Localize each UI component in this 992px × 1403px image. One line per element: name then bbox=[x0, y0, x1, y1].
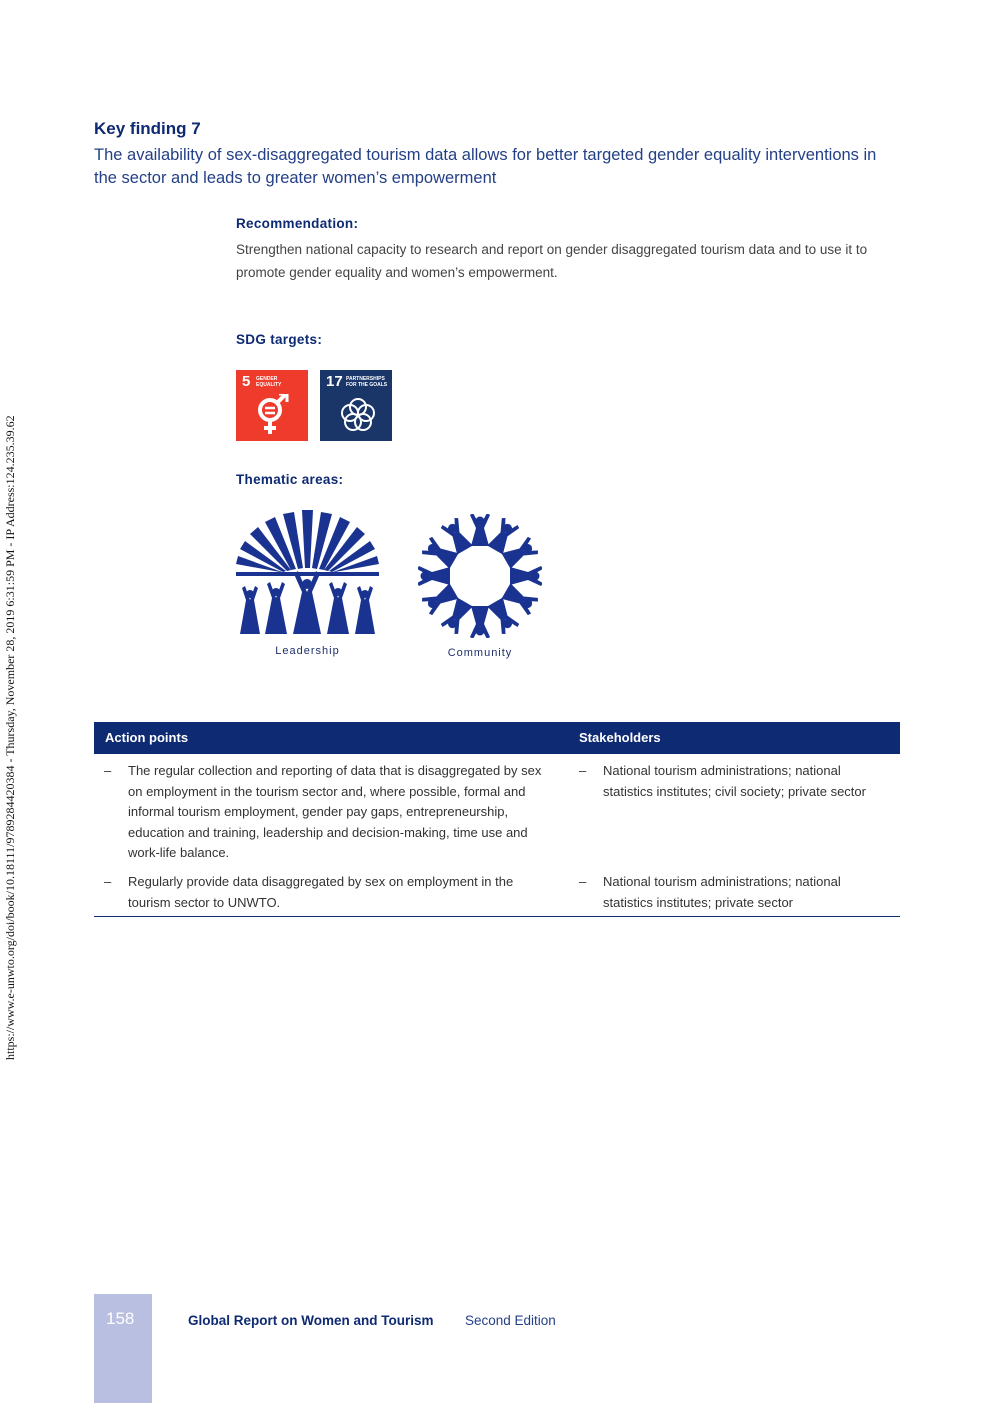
community-icon bbox=[418, 514, 542, 638]
table-bottom-rule bbox=[94, 916, 900, 917]
sdg-5-number: 5 bbox=[242, 373, 251, 390]
action-point-text: Regularly provide data disaggregated by sex on employment in the tourism sector to UNWTO. bbox=[128, 874, 514, 910]
page-number-box bbox=[94, 1294, 152, 1403]
footer-edition: Second Edition bbox=[465, 1313, 556, 1328]
header-action-points: Action points bbox=[105, 730, 189, 745]
row-dash: – bbox=[579, 874, 587, 889]
table-row bbox=[94, 754, 900, 872]
community-caption: Community bbox=[447, 647, 513, 659]
key-finding-text: The availability of sex-disaggregated tourism data allows for better targeted gender equality interventions in the sector and leads to greater women’s empowerment bbox=[94, 146, 877, 187]
action-point-text: The regular collection and reporting of data that is disaggregated by sex on employment in the tourism sector and, where possible, formal and informal tourism employment, gender pay gaps, entrepreneurship, education and training, leadership and decision-making, time use and work-life balance. bbox=[128, 763, 542, 860]
partnership-rings-icon bbox=[338, 394, 378, 436]
action-points-table bbox=[94, 722, 900, 917]
sdg-17-caption: PARTNERSHIPS FOR THE GOALS bbox=[346, 376, 388, 388]
stakeholders-text: National tourism administrations; national statistics institutes; private sector bbox=[603, 874, 841, 910]
footer-report-title: Global Report on Women and Tourism bbox=[188, 1313, 434, 1328]
recommendation-label: Recommendation: bbox=[236, 216, 359, 231]
thematic-areas-label: Thematic areas: bbox=[236, 472, 344, 487]
page-number: 158 bbox=[106, 1309, 135, 1328]
row-dash: – bbox=[104, 874, 112, 889]
header-stakeholders: Stakeholders bbox=[579, 730, 661, 745]
sdg-5-caption: GENDER EQUALITY bbox=[256, 376, 282, 388]
sdg-targets-label: SDG targets: bbox=[236, 332, 323, 347]
leadership-caption: Leadership bbox=[275, 645, 340, 657]
sdg-17-number: 17 bbox=[326, 373, 343, 390]
sdg-17-tile bbox=[320, 370, 392, 441]
row-dash: – bbox=[104, 763, 112, 778]
gender-equality-icon bbox=[254, 394, 294, 436]
recommendation-text: Strengthen national capacity to research and report on gender disaggregated tourism data and to use it to promote gender equality and women’s empowerment. bbox=[236, 242, 868, 280]
row-dash: – bbox=[579, 763, 587, 778]
stakeholders-text: National tourism administrations; national statistics institutes; civil society; private sector bbox=[603, 763, 866, 799]
side-access-note: https://www.e-unwto.org/doi/book/10.18111/9789284420384 - Thursday, November 28, 2019 6:31:59 PM - IP Address:124.235.39.62 bbox=[3, 415, 17, 1060]
leadership-icon bbox=[236, 508, 379, 636]
table-header bbox=[94, 722, 900, 754]
key-finding-title: Key finding 7 bbox=[94, 119, 201, 138]
table-row bbox=[94, 872, 900, 916]
sdg-5-tile bbox=[236, 370, 308, 441]
